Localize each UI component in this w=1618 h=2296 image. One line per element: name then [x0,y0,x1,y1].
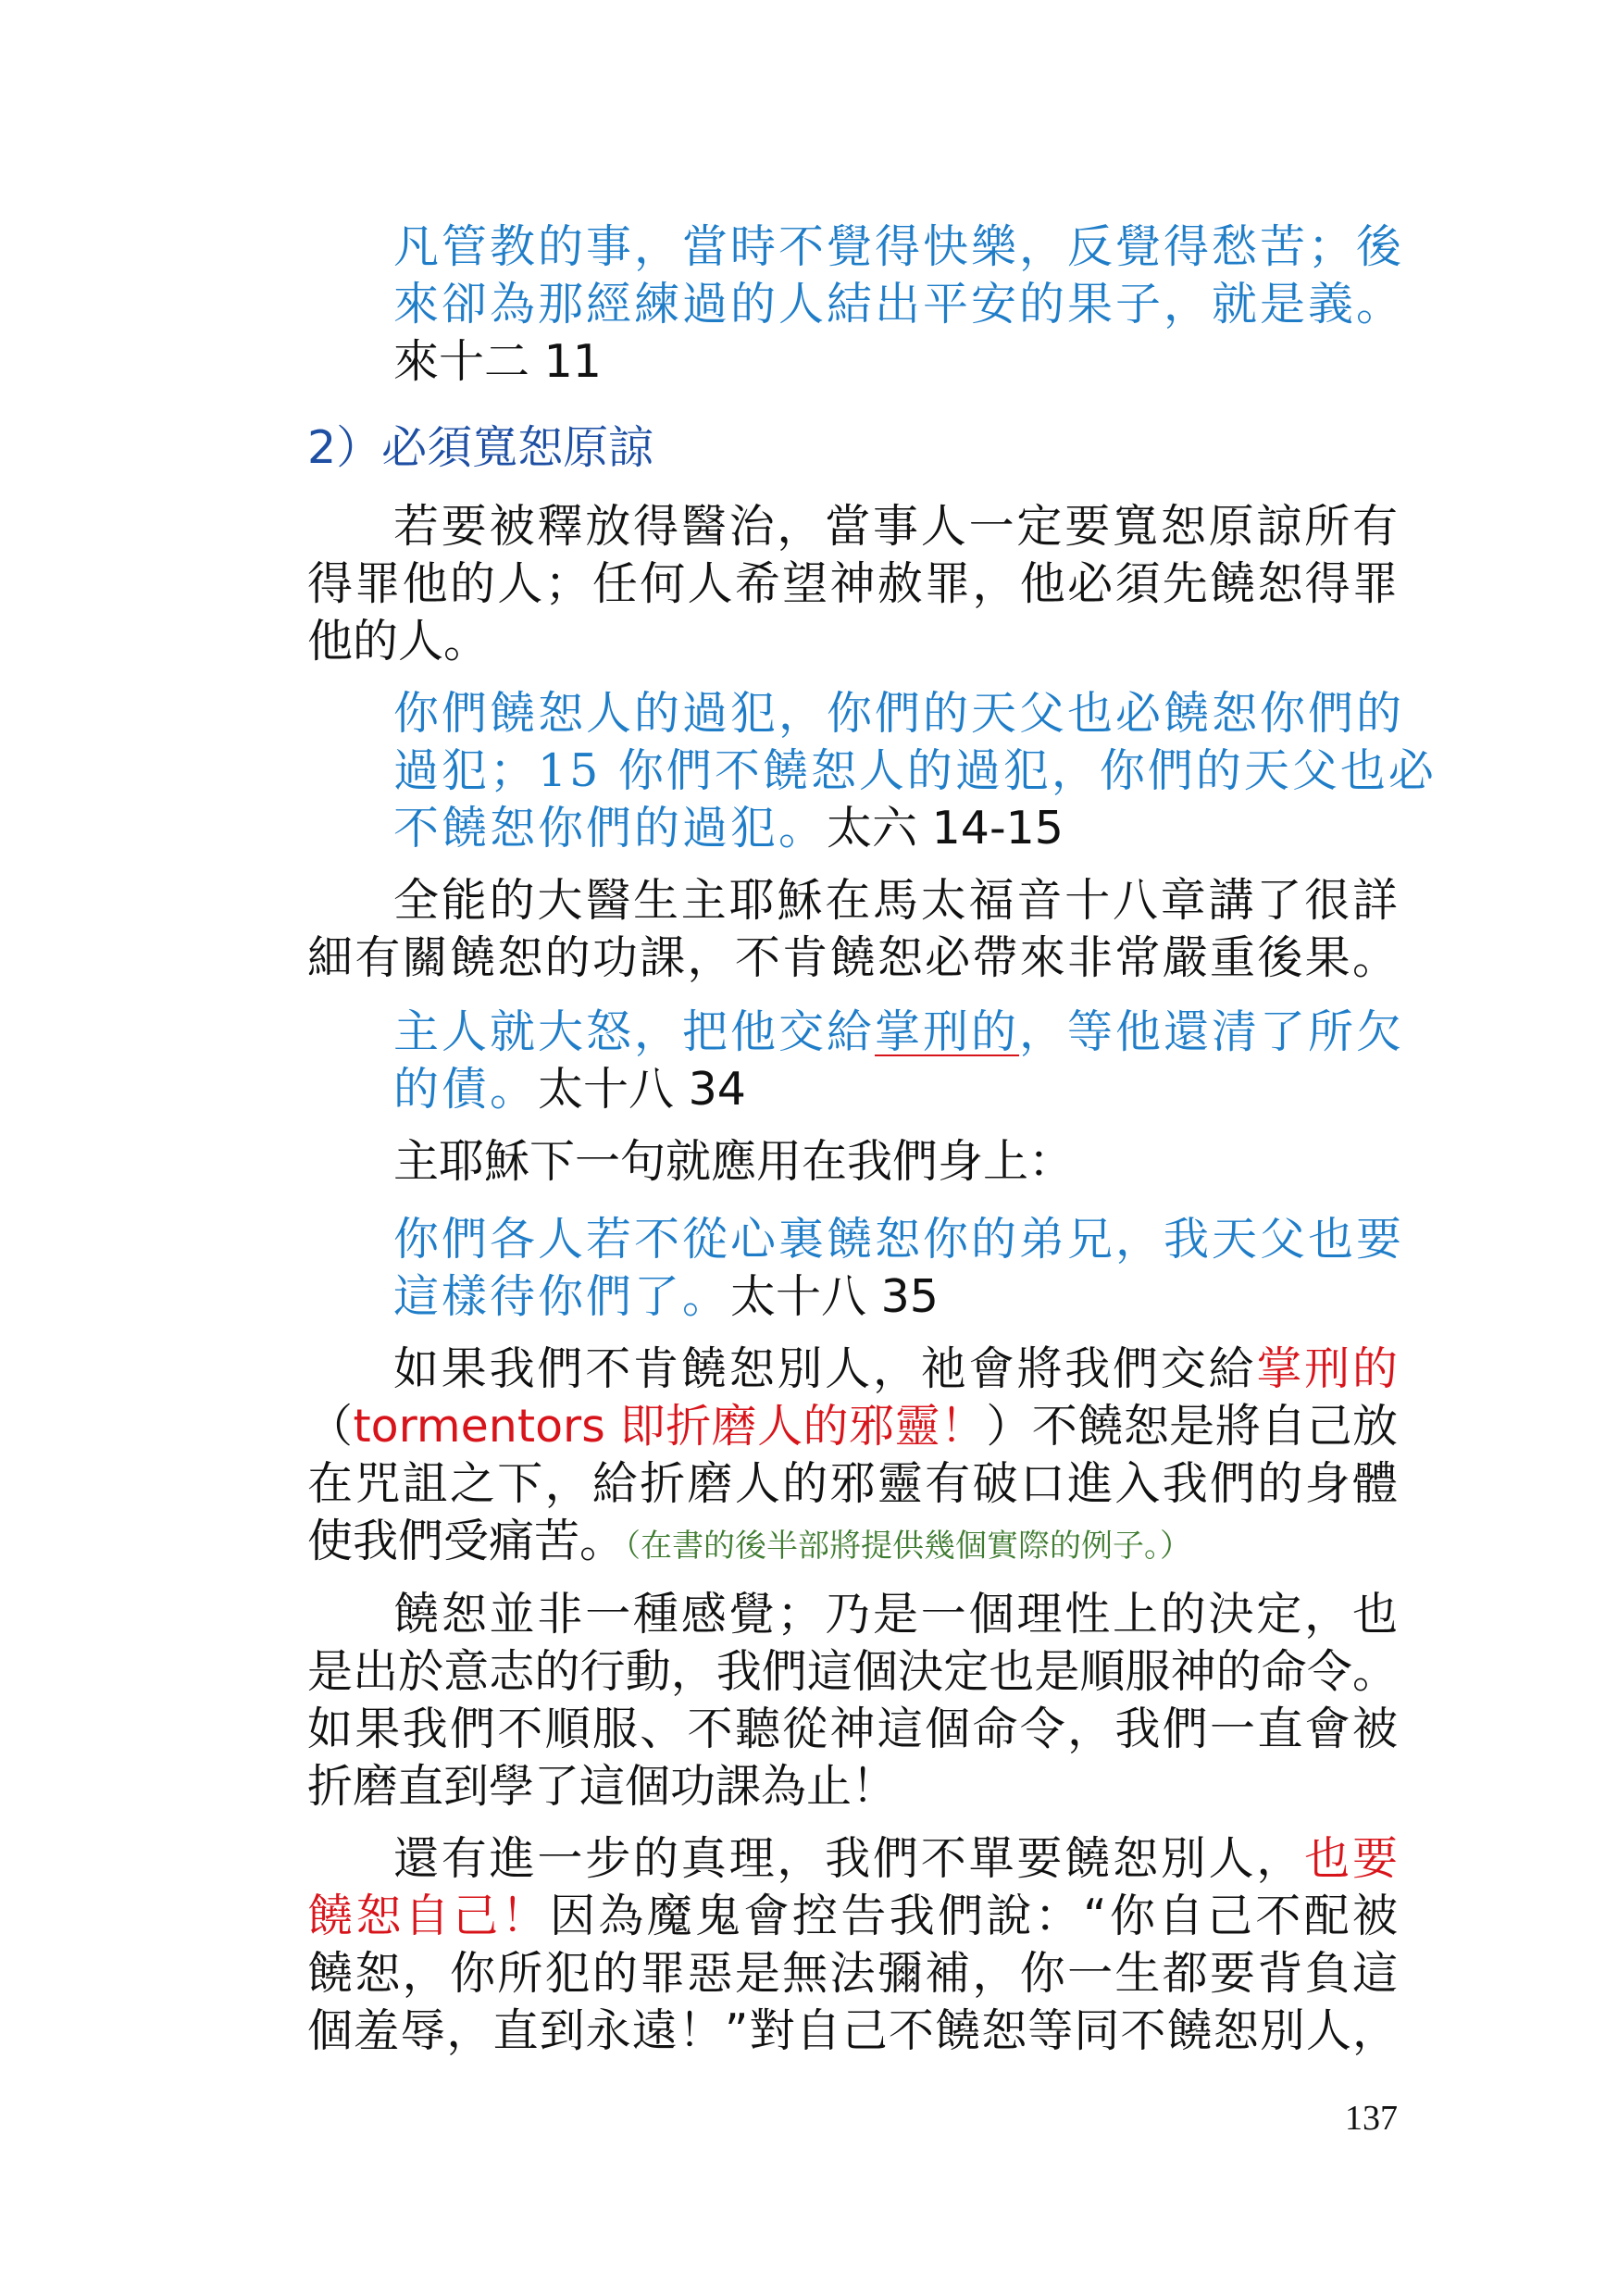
scripture-reference: 太十八 34 [538,1063,746,1116]
emphasis-text: 掌刑的 [1256,1342,1398,1395]
paragraph-line: 饒恕並非一種感覺；乃是一個理性上的決定，也 [393,1588,1398,1641]
scripture-quote-matthew-18-35 [393,1211,1405,1326]
paragraph-text: 因為魔鬼會控告我們說：“你自己不配被 [549,1890,1398,1942]
paragraph-line [307,1341,1398,1398]
paragraph-forgive-yourself [307,1830,1398,2060]
paragraph-line: 細有關饒恕的功課，不肯饒恕必帶來非常嚴重後果。 [307,931,1398,984]
quote-text: 不饒恕你們的過犯。 [393,802,828,855]
quote-text: 這樣待你們了。 [393,1270,731,1323]
paragraph-line: 他的人。 [307,615,490,668]
paragraph-line: 個羞辱，直到永遠！”對自己不饒恕等同不饒恕別人， [307,2004,1398,2057]
paragraph-tormentors [307,1341,1398,1570]
scripture-quote-matthew-18-34 [393,1004,1405,1118]
paragraph-text: 還有進一步的真理，我們不單要饒恕別人， [393,1832,1305,1885]
emphasis-text: tormentors 即折磨人的邪靈！ [353,1400,987,1453]
quote-line: 你們各人若不從心裏饒恕你的弟兄，我天父也要 [393,1213,1405,1266]
quote-line: 你們饒恕人的過犯，你們的天父也必饒恕你們的 [393,687,1405,740]
paragraph-jesus-next-sentence [393,1133,1398,1191]
quote-line [393,1268,1398,1326]
paragraph-line: 饒恕，你所犯的罪惡是無法彌補，你一生都要背負這 [307,1947,1398,2000]
paragraph-great-physician [307,872,1398,987]
paragraph-line: 主耶穌下一句就應用在我們身上： [393,1135,1075,1188]
paragraph-line: 在咒詛之下，給折磨人的邪靈有破口進入我們的身體 [307,1457,1398,1510]
paragraph-line [307,1888,1398,1945]
paragraph-line: 折磨直到學了這個功課為止！ [307,1760,898,1813]
side-note: （在書的後半部將提供幾個實際的例子。） [625,1528,1192,1565]
paragraph-line [307,1513,1398,1570]
paragraph-text: （ [307,1400,354,1453]
quote-line: 過犯；15 你們不饒恕人的過犯，你們的天父也必 [393,744,1437,797]
quote-text: ，等他還清了所欠 [1019,1005,1405,1058]
underlined-term: 掌刑的 [875,1005,1020,1058]
scripture-reference: 太六 14-15 [827,802,1064,855]
quote-text: 的債。 [393,1063,539,1116]
scripture-quote-matthew-6 [393,685,1437,857]
paragraph-line [307,1830,1398,1888]
quote-line [393,1061,1398,1118]
quote-line [393,800,1398,857]
paragraph-line: 如果我們不順服、不聽從神這個命令，我們一直會被 [307,1703,1398,1755]
paragraph-line: 若要被釋放得醫治，當事人一定要寬恕原諒所有 [393,500,1398,553]
scripture-reference: 來十二 11 [393,335,602,388]
scripture-reference: 太十八 35 [730,1270,939,1323]
paragraph-line: 全能的大醫生主耶穌在馬太福音十八章講了很詳 [393,874,1398,927]
paragraph-line [307,1398,1398,1455]
emphasis-text: 饒恕自己！ [307,1890,550,1942]
page-number: 137 [1345,2099,1398,2138]
paragraph-line: 得罪他的人；任何人希望神赦罪，他必須先饒恕得罪 [307,557,1398,610]
quote-line [393,1004,1405,1061]
emphasis-text: 也要 [1304,1832,1398,1885]
quote-text: 主人就大怒，把他交給 [393,1005,876,1058]
scripture-quote-hebrews [393,218,1405,391]
quote-line: 凡管教的事，當時不覺得快樂，反覺得愁苦；後 [393,220,1405,273]
paragraph-line: 是出於意志的行動，我們這個決定也是順服神的命令。 [307,1645,1398,1698]
section-heading: 2）必須寬恕原諒 [307,421,654,474]
paragraph-text: 使我們受痛苦。 [307,1515,626,1567]
quote-line: 來卻為那經練過的人結出平安的果子，就是義。 [393,278,1405,331]
paragraph-forgiveness-decision [307,1586,1398,1816]
paragraph-forgive-others [307,498,1398,670]
paragraph-text: 如果我們不肯饒恕別人，祂會將我們交給 [393,1342,1257,1395]
paragraph-text: ）不饒恕是將自己放 [986,1400,1398,1453]
